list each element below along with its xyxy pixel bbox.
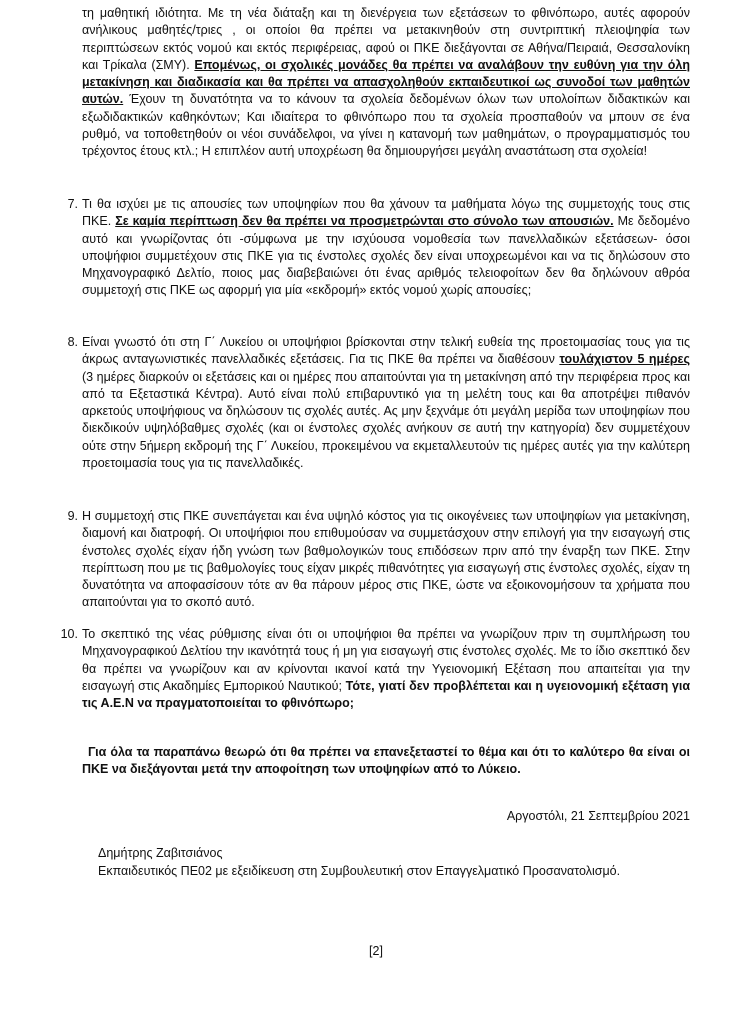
item-text: Είναι γνωστό ότι στη Γ΄ Λυκείου οι υποψήφιοι βρίσκονται στην τελική ευθεία της προετοιμασίας τους για τις άκρως ανταγωνιστικές πανελλαδικές εξετάσεις. Για τις ΠΚΕ θα πρέπει να διαθέσουν	[82, 335, 690, 367]
continuation-text-2: Έχουν τη δυνατότητα να το κάνουν τα σχολεία δεδομένων όλων των υπολοίπων διδακτικών και εξωδιδακτικών καθηκόντων; Και ιδιαίτερα το φθινόπωρο που τα σχολεία προσπαθούν να μπουν σε ένα ρυθμό, να τοποθετηθούν οι νέοι συνάδελφοι, να γίνει η κατανομή των μαθημάτων, ο προγραμματισμός του τρέχοντος έτους κτλ.; Η επιπλέον αυτή υποχρέωση θα δημιουργήσει μεγάλη αναστάτωση στα σχολεία!	[82, 92, 690, 159]
continuation-paragraph	[82, 5, 690, 161]
item-text: Με δεδομένο αυτό και γνωρίζοντας ότι -σύμφωνα με την ισχύουσα νομοθεσία των πανελλαδικών εξετάσεων- όσοι υποψήφιοι συμμετέχουν στις ΠΚΕ για τις ένστολες σχολές δεν είναι υποχρεωμένοι και να τις δηλώσουν στο Μηχανογραφικό Δελτίο, ποιος μας διαβεβαιώνει ότι ένας αριθμός τελειοφοίτων δεν θα δηλώνουν αθρόα συμμετοχή στις ΠΚΕ ως αφορμή για μία «εκδρομή» εκτός νομού χωρίς απουσίες;	[82, 214, 690, 298]
item-number: 8.	[67, 335, 78, 349]
item-text: (3 ημέρες διαρκούν οι εξετάσεις και οι ημέρες που απαιτούνται για τη μετακίνηση από την περιφέρεια προς και από τα Εξεταστικά Κέντρα). Αυτό είναι πολύ επιβαρυντικό για τη μελέτη τους και θα αποτρέψει πιθανόν αρκετούς υποψήφιους να δηλώσουν τις σχολές αυτές. Ας μην ξεχνάμε ότι μεγάλη μερίδα των υποψηφίων που διεκδικούν υψηλόβαθμες σχολές (και οι ένστολες σχολές ανήκουν σε αυτή την κατηγορία) δεν συμμετέχουν ούτε στην 5ήμερη εκδρομή της Γ΄ Λυκείου, προκειμένου να εκμεταλλευτούν τις ημέρες αυτές για την καλύτερη προετοιμασία τους για τις πανελλαδικές.	[82, 369, 690, 471]
conclusion-paragraph: Για όλα τα παραπάνω θεωρώ ότι θα πρέπει να επανεξεταστεί το θέμα και ότι το καλύτερο θα είναι οι ΠΚΕ να διεξάγονται μετά την αποφοίτηση των υποψηφίων από το Λύκειο.	[82, 745, 690, 777]
item-bold-text: Τότε, γιατί δεν προβλέπεται και η υγειονομική εξέταση για τις Α.Ε.Ν να πραγματοποιείται το φθινόπωρο;	[82, 678, 691, 711]
list-item-9	[67, 508, 690, 612]
document-date: Αργοστόλι, 21 Σεπτεμβρίου 2021	[506, 809, 690, 823]
page-number: [2]	[369, 944, 383, 958]
item-text: Η συμμετοχή στις ΠΚΕ συνεπάγεται και ένα υψηλό κόστος για τις οικογένειες των υποψηφίων για μετακίνηση, διαμονή και διατροφή. Οι υποψήφιοι που επιθυμούσαν να συμμετάσχουν στην επιλογή για την εισαγωγή στις ένστολες σχολές είχαν ήδη γνώση των βαθμολογικών τους επιδόσεων πριν από την έναρξη των ΠΚΕ. Στην περίπτωση που με τις βαθμολογίες τους είχαν μικρές πιθανότητες για εισαγωγή στις ένστολες σχολές, είχαν τη δυνατότητα να αποφασίσουν τότε αν θα πάρουν μέρος στις ΠΚΕ, ώστε να εξοικονομήσουν τα χρήματα που απαιτούνται για το σκοπό αυτό.	[82, 509, 690, 610]
list-item-10	[60, 626, 691, 712]
list-item-8	[67, 334, 690, 472]
item-number: 10.	[60, 627, 78, 641]
signature-name: Δημήτρης Ζαβιτσιάνος	[98, 846, 223, 860]
item-bold-text: τουλάχιστον 5 ημέρες	[559, 352, 690, 367]
item-text: Τι θα ισχύει με τις απουσίες των υποψηφίων που θα χάνουν τα μαθήματα λόγω της συμμετοχής τους στις ΠΚΕ.	[82, 197, 690, 229]
continuation-text-1: τη μαθητική ιδιότητα. Με τη νέα διάταξη και τη διενέργεια των εξετάσεων το φθινόπωρο, αυτές αφορούν ανήλικους μαθητές/τριες , οι οποίοι θα πρέπει να μετακινηθούν στη συντριπτική πλειοψηφία των περιπτώσεων εκτός νομού και εκτός περιφέρειας, αφού οι ΠΚΕ διεξάγονται σε Αθήνα/Πειραιά, Θεσσαλονίκη και Τρίκαλα (ΣΜΥ).	[82, 6, 690, 72]
item-number: 9.	[67, 509, 78, 523]
list-item-7	[67, 196, 690, 300]
item-number: 7.	[67, 197, 78, 211]
continuation-bold-text: Επομένως, οι σχολικές μονάδες θα πρέπει να αναλάβουν την ευθύνη για την όλη μετακίνηση και διαδικασία και θα πρέπει να απασχοληθούν εκπαιδευτικοί ως συνοδοί των μαθητών αυτών.	[82, 57, 690, 107]
item-bold-text: Σε καμία περίπτωση δεν θα πρέπει να προσμετρώνται στο σύνολο των απουσιών.	[115, 214, 614, 229]
item-text: Το σκεπτικό της νέας ρύθμισης είναι ότι οι υποψήφιοι θα πρέπει να γνωρίζουν πριν τη συμπλήρωση του Μηχανογραφικού Δελτίου την ικανότητά τους ή μη για εισαγωγή στις ένστολες σχολές. Με το ίδιο σκεπτικό δεν θα πρέπει να γνωρίζουν και αν κρίνονται ικανοί κατά την Υγειονομική Εξέταση που απαιτείται για την εισαγωγή στις Ακαδημίες Εμπορικού Ναυτικού;	[82, 627, 690, 693]
signature-title: Εκπαιδευτικός ΠΕ02 με εξειδίκευση στη Συμβουλευτική στον Επαγγελματικό Προσανατολισμό.	[98, 864, 621, 878]
